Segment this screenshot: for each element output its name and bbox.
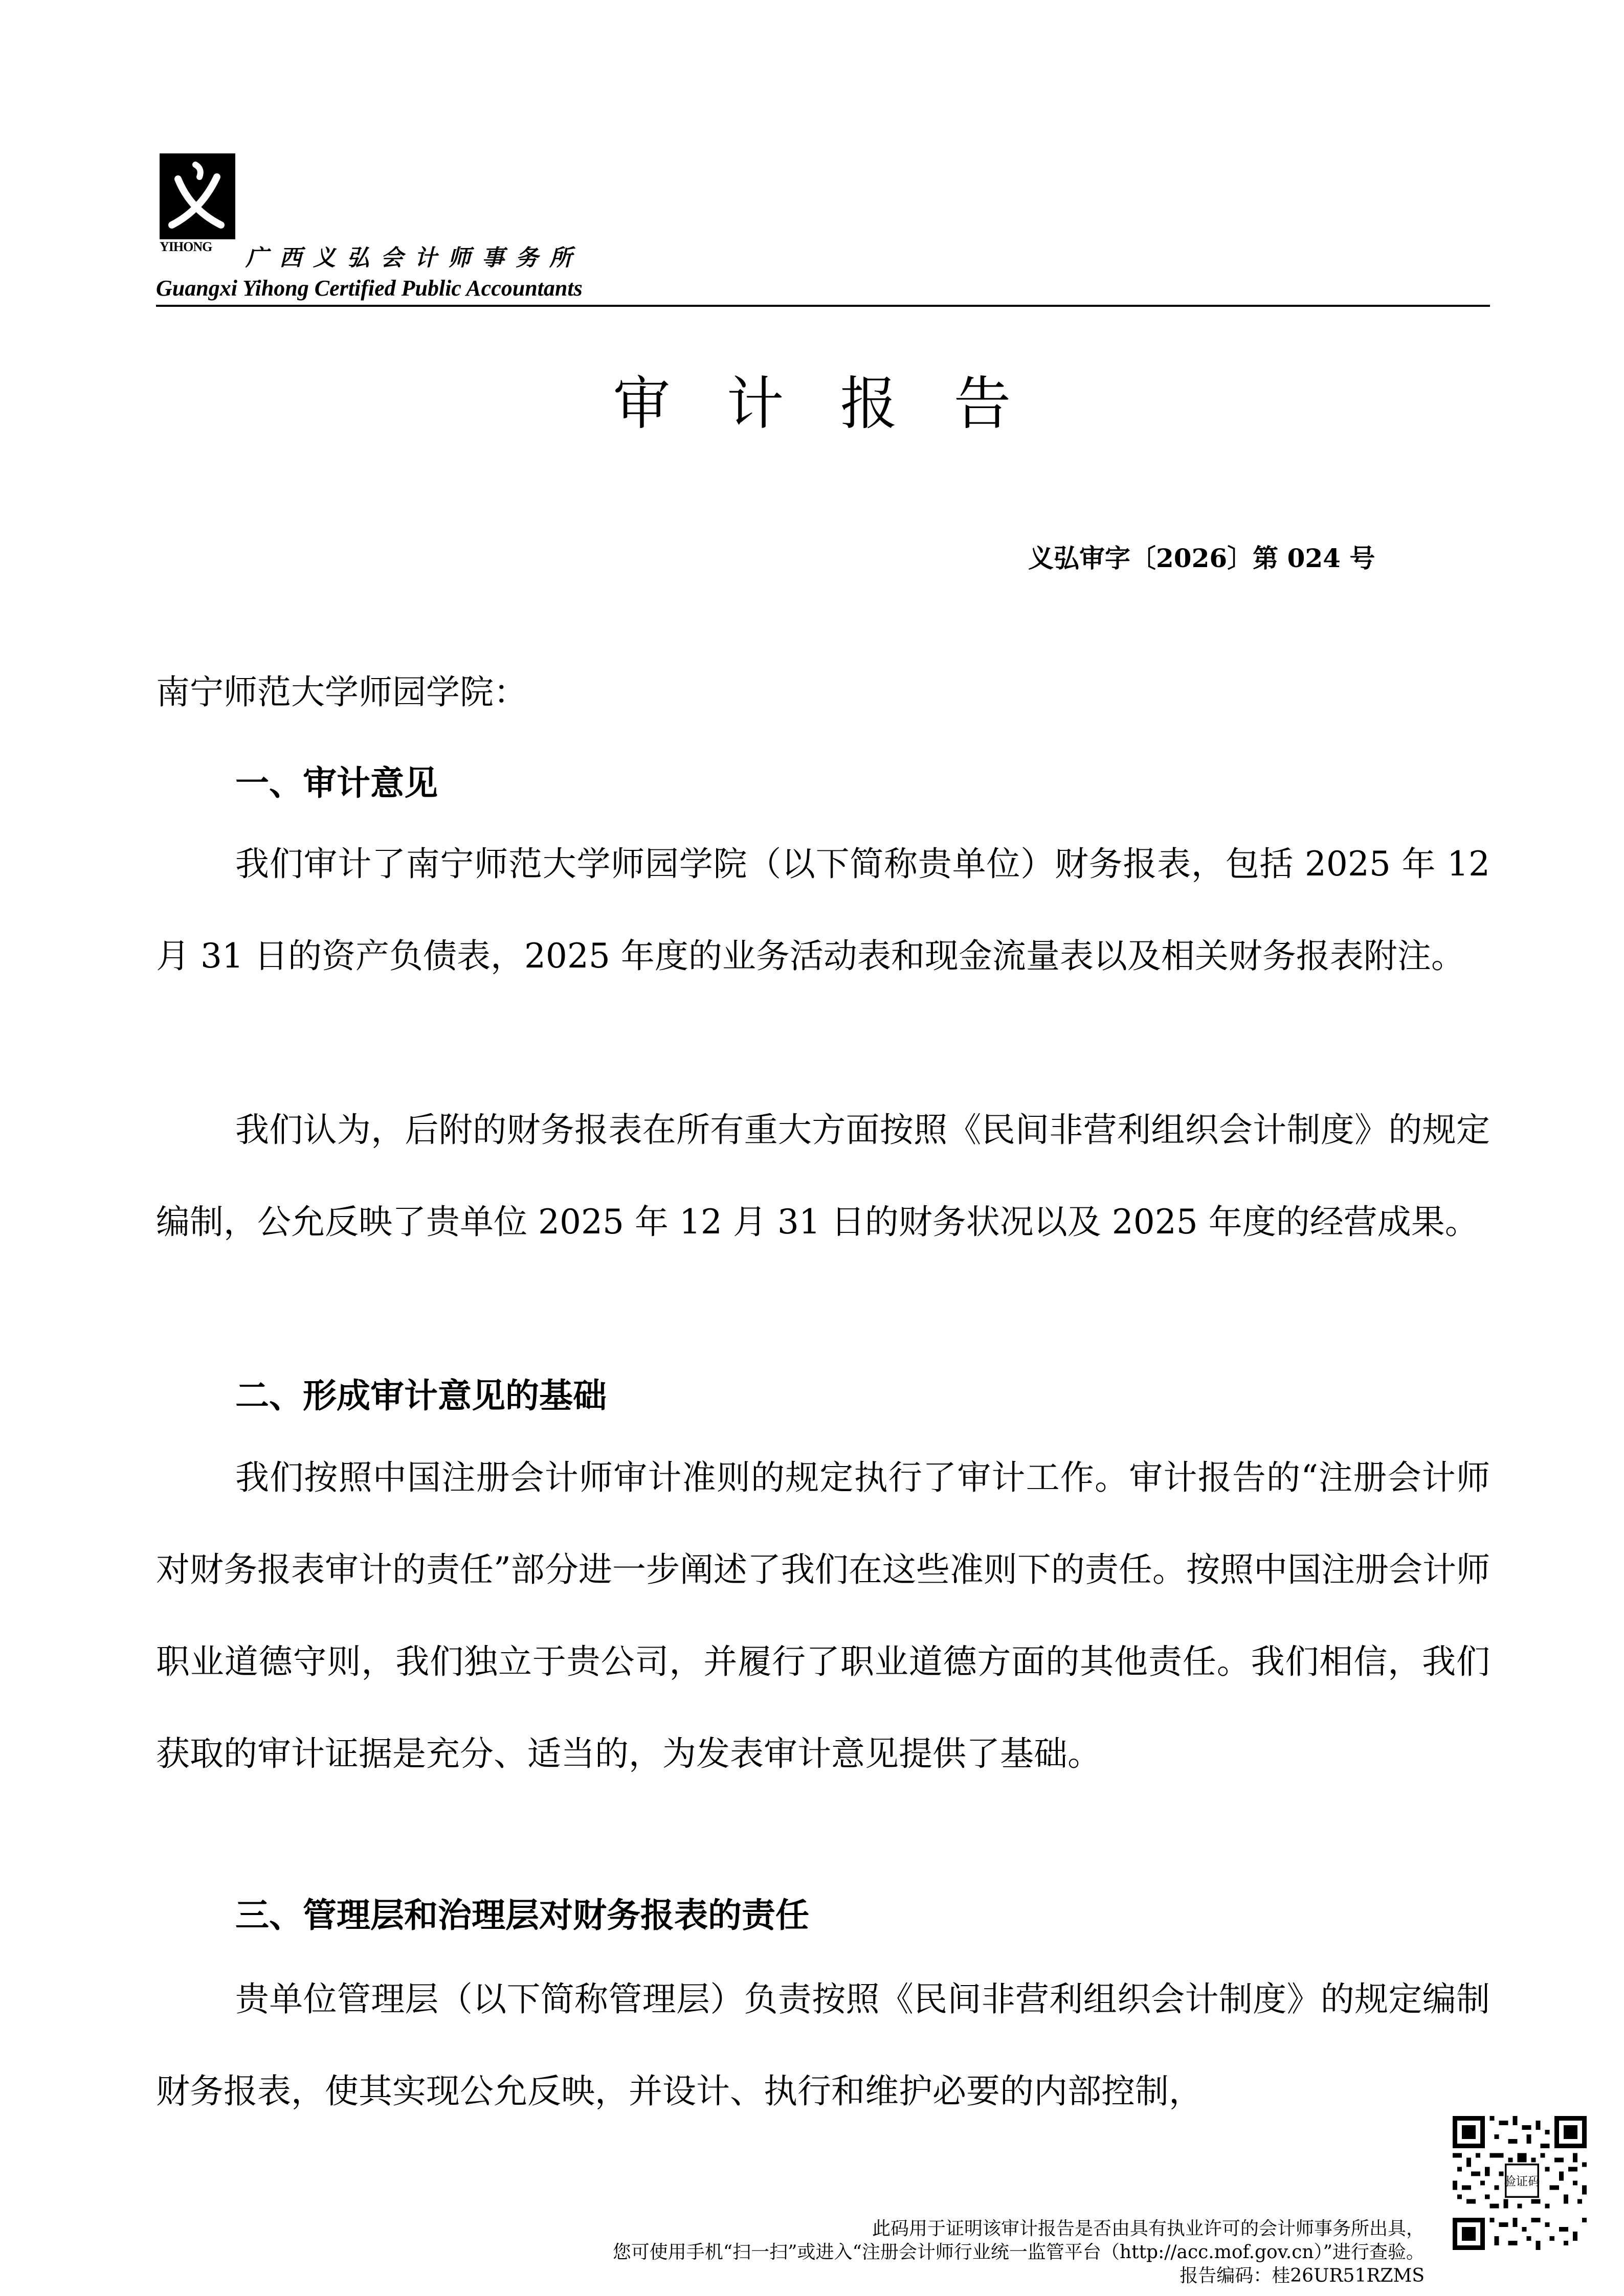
qr-center-label: 验证码 <box>1504 2174 1540 2189</box>
verification-qr-code-icon[interactable] <box>1453 2116 1587 2250</box>
paragraph-basis: 我们按照中国注册会计师审计准则的规定执行了审计工作。审计报告的“注册会计师对财务报表审计的责任”部分进一步阐述了我们在这些准则下的责任。按照中国注册会计师职业道德守则，我们独立于贵公司，并履行了职业道德方面的其他责任。我们相信，我们获取的审计证据是充分、适当的，为发表审计意见提供了基础。 <box>156 1458 1490 1773</box>
paragraph-opinion-conclusion: 我们认为，后附的财务报表在所有重大方面按照《民间非营利组织会计制度》的规定编制，公允反映了贵单位 2025 年 12 月 31 日的财务状况以及 2025 年度的经营成果。 <box>156 1110 1490 1242</box>
page-title: 审计报告 <box>613 371 1067 437</box>
recipient: 南宁师范大学师园学院： <box>156 672 527 712</box>
section-heading-basis: 二、形成审计意见的基础 <box>235 1376 607 1415</box>
firm-name-chinese: 广西义弘会计师事务所 <box>246 245 583 271</box>
header-divider <box>156 305 1490 307</box>
section-heading-management-responsibility: 三、管理层和治理层对财务报表的责任 <box>235 1896 809 1935</box>
paragraph-opinion-scope: 我们审计了南宁师范大学师园学院（以下简称贵单位）财务报表，包括 2025 年 12 月 31 日的资产负债表，2025 年度的业务活动表和现金流量表以及相关财务报表附注。 <box>156 844 1490 976</box>
footer-verification-line-1: 此码用于证明该审计报告是否由具有执业许可的会计师事务所出具， <box>872 2218 1425 2239</box>
section-heading-opinion: 一、审计意见 <box>235 763 438 803</box>
document-number: 义弘审字〔2026〕第 024 号 <box>1028 543 1375 573</box>
footer-verification-line-2: 您可使用手机“扫一扫”或进入“注册会计师行业统一监管平台（http://acc.mof.gov.cn）”进行查验。 <box>612 2242 1425 2263</box>
logo-english: YIHONG <box>160 239 212 254</box>
footer-report-code: 报告编码：桂26UR51RZMS <box>1180 2265 1425 2286</box>
firm-name-english: Guangxi Yihong Certified Public Accountants <box>156 276 583 301</box>
yi-logo-icon <box>160 153 235 239</box>
paragraph-management-responsibility: 贵单位管理层（以下简称管理层）负责按照《民间非营利组织会计制度》的规定编制财务报表，使其实现公允反映，并设计、执行和维护必要的内部控制， <box>156 1979 1490 2111</box>
firm-logo <box>160 153 235 254</box>
